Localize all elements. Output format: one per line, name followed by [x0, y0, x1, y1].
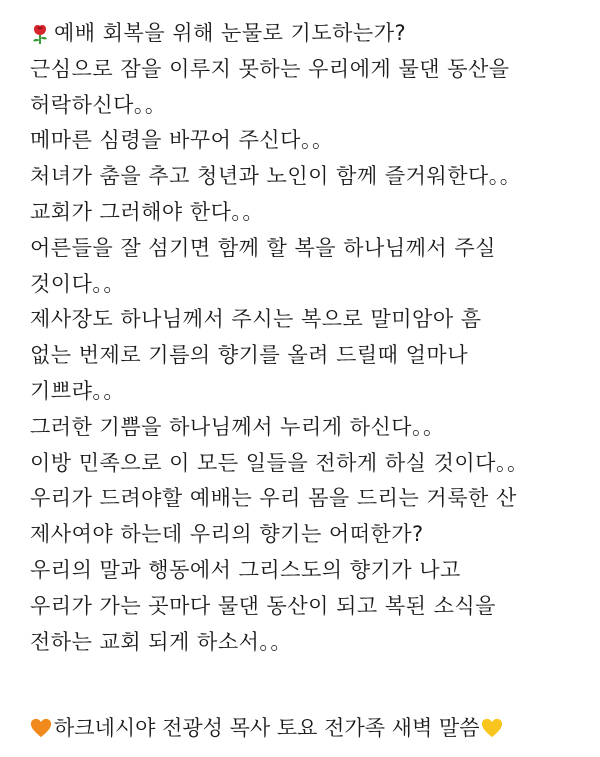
- text-line-5: 처녀가 춤을 추고 청년과 노인이 함께 즐거워한다。。: [30, 164, 522, 189]
- text-line-15: 제사여야 하는데 우리의 향기는 어떠한가?: [30, 522, 424, 547]
- text-line-6: 교회가 그러해야 한다。。: [30, 199, 264, 224]
- text-line-10: 없는 번제로 기름의 향기를 올려 드릴때 얼마나: [30, 343, 468, 368]
- text-line-1: [30, 16, 580, 52]
- signature-line: [30, 710, 580, 746]
- signature-text: 하크네시야 전광성 목사 토요 전가족 새벽 말씀: [54, 716, 480, 741]
- text-line-12: 그러한 기쁨을 하나님께서 누리게 하신다。。: [30, 414, 445, 439]
- text-line-9: 제사장도 하나님께서 주시는 복으로 말미암아 흠: [30, 307, 482, 332]
- text-line-4: 메마른 심령을 바꾸어 주신다。。: [30, 128, 334, 153]
- rose-icon: [30, 23, 50, 45]
- text-line-18: 전하는 교회 되게 하소서。。: [30, 629, 292, 654]
- yellow-heart-icon: [481, 717, 503, 739]
- text-line-14: 우리가 드려야할 예배는 우리 몸을 드리는 거룩한 산: [30, 486, 517, 511]
- text-line-13: 이방 민족으로 이 모든 일들을 전하게 하실 것이다。。: [30, 450, 529, 475]
- text-line-16: 우리의 말과 행동에서 그리스도의 향기가 나고: [30, 557, 461, 582]
- text-line-7: 어른들을 잘 섬기면 함께 할 복을 하나님께서 주실: [30, 235, 496, 260]
- text-line-1-content: 예배 회복을 위해 눈물로 기도하는가?: [54, 21, 407, 45]
- text-line-8: 것이다。。: [30, 271, 125, 296]
- text-line-3: 허락하신다。。: [30, 92, 167, 117]
- text-line-2: 근심으로 잠을 이루지 못하는 우리에게 물댄 동산을: [30, 56, 510, 81]
- orange-heart-icon: [30, 717, 52, 739]
- text-line-17: 우리가 가는 곳마다 물댄 동산이 되고 복된 소식을: [30, 593, 496, 618]
- blank-line: [30, 660, 580, 696]
- text-line-11: 기쁘랴。。: [30, 378, 125, 403]
